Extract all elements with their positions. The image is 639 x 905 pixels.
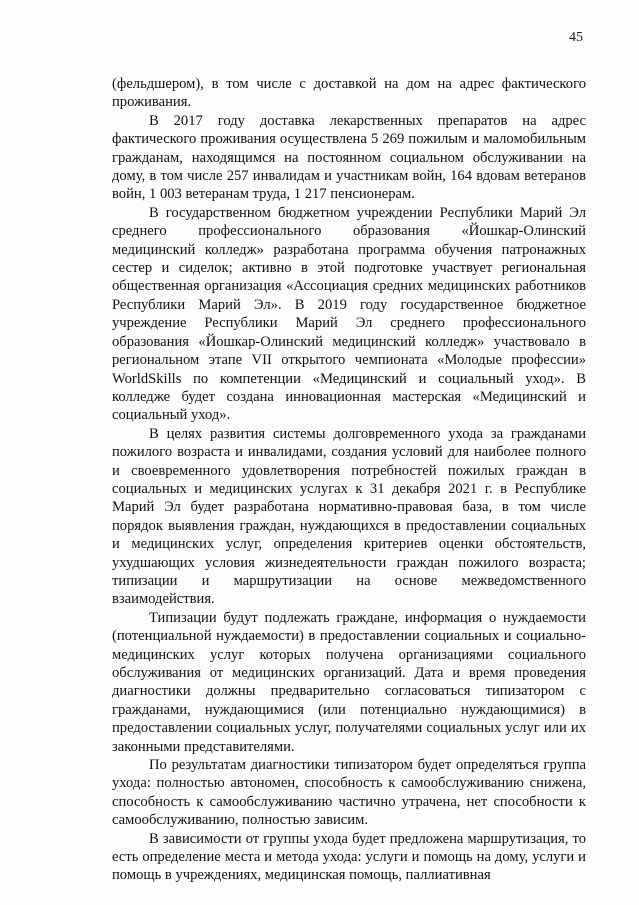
- page-number: 45: [569, 30, 583, 45]
- paragraph-medicine-delivery: В 2017 году доставка лекарственных препаратов на адрес фактического проживания осуществлена 5 269 пожилым и маломобильным гражданам, находящимся на постоянном социальном обслуживании на дому, в том числе 257 инвалидам и участникам войн, 164 вдовам ветеранов войн, 1 003 ветеранам труда, 1 217 пенсионерам.: [112, 112, 586, 203]
- paragraph-long-term-care: В целях развития системы долговременного ухода за гражданами пожилого возраста и инвалидами, создания условий для наиболее полного и своевременного удовлетворения потребностей пожилых граждан в социальных и медицинских услугах к 31 декабря 2021 г. в Республике Марий Эл будет разработана нормативно-правовая база, в том числе порядок выявления граждан, нуждающихся в предоставлении социальных и медицинских услуг, определения критериев оценки обстоятельств, ухудшающих условия жизнедеятельности граждан пожилого возраста; типизации и маршрутизации на основе межведомственного взаимодействия.: [112, 425, 586, 608]
- paragraph-typization: Типизации будут подлежать граждане, информация о нуждаемости (потенциальной нуждаемости) в предоставлении социальных и социально-медицинских услуг которых получена организациями социального обслуживания от медицинских организаций. Дата и время проведения диагностики должны предварительно согласоваться типизатором с гражданами, нуждающимися (или потенциально нуждающимися) в предоставлении социальных услуг, получателями социальных услуг или их законными представителями.: [112, 609, 586, 755]
- paragraph-routing: В зависимости от группы ухода будет предложена маршрутизация, то есть определение места и метода ухода: услуги и помощь на дому, услуги и помощь в учреждениях, медицинская помощь, паллиативная: [112, 830, 586, 884]
- paragraph-care-groups: По результатам диагностики типизатором будет определяться группа ухода: полностью автономен, способность к самообслуживанию снижена, способность к самообслуживанию частично утрачена, нет способности к самообслуживанию, полностью зависим.: [112, 757, 586, 829]
- document-body: [112, 75, 586, 885]
- paragraph-continuation: (фельдшером), в том числе с доставкой на дом на адрес фактического проживания.: [112, 76, 586, 111]
- paragraph-medical-college: В государственном бюджетном учреждении Республики Марий Эл среднего профессионального образования «Йошкар-Олинский медицинский колледж» разработана программа обучения патронажных сестер и сиделок; активно в этой подготовке участвует региональная общественная организация «Ассоциация средних медицинских работников Республики Марий Эл». В 2019 году государственное бюджетное учреждение Республики Марий Эл среднего профессионального образования «Йошкар-Олинский медицинский колледж» участвовало в региональном этапе VII открытого чемпионата «Молодые профессии» WorldSkills по компетенции «Медицинский и социальный уход». В колледже будет создана инновационная мастерская «Медицинский и социальный уход».: [112, 204, 586, 424]
- margin-marks: · · · · ·: [22, 371, 24, 498]
